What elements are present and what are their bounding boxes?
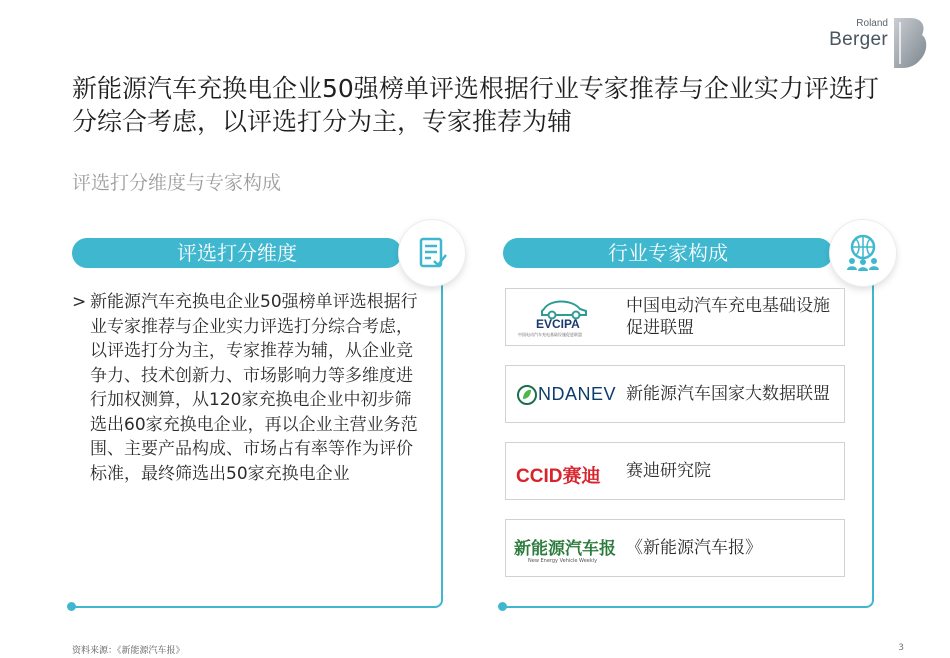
page-title: 新能源汽车充换电企业50强榜单评选根据行业专家推荐与企业实力评选打分综合考虑，以评选打分为主，专家推荐为辅 [72,74,879,136]
expert-card [505,288,845,346]
logo-b-mark-icon [892,18,928,68]
checklist-icon [399,220,465,286]
expert-card [505,442,845,500]
scoring-dimensions-header: 评选打分维度 [72,238,402,268]
expert-card [505,365,845,423]
people-network-icon [830,220,896,286]
nev-weekly-logo [514,526,614,572]
roland-berger-logo [818,18,928,68]
scoring-dimensions-panel [72,238,443,608]
ndanev-logo [514,372,617,418]
nev-weekly-logo-subtext: New Energy Vehicle Weekly [528,558,598,564]
nev-weekly-logo-text: 新能源汽车报 [514,539,616,559]
ccid-logo [514,449,614,495]
evcipa-logo-text: EVCIPA [536,317,580,331]
expert-card [505,519,845,577]
expert-composition-header: 行业专家构成 [503,238,833,268]
logo-berger-text: Berger [829,29,888,50]
evcipa-logo [514,295,614,341]
evcipa-logo-subtext: 中国电动汽车充电基础设施促进联盟 [518,332,582,337]
page-number: 3 [898,643,904,653]
ndanev-leaf-icon [516,384,538,406]
bullet-marker: > [72,292,87,312]
expert-name: 新能源汽车国家大数据联盟 [626,384,830,404]
expert-name: 赛迪研究院 [626,461,711,481]
page-subtitle: 评选打分维度与专家构成 [72,172,282,194]
scoring-bullet-text: 新能源汽车充换电企业50强榜单评选根据行业专家推荐与企业实力评选打分综合考虑，以评选打分为主，专家推荐为辅，从企业竞争力、技术创新力、市场影响力等多维度进行加权测算，从120家充换电企业中初步筛选出60家充换电企业，再以企业主营业务范围、主要产品构成、市场占有率等作为评价标准，最终筛选出50家充换电企业 [90,292,418,484]
source-note: 资料来源：《新能源汽车报》 [72,646,185,656]
expert-name: 《新能源汽车报》 [626,538,762,558]
scoring-bullet [72,290,422,486]
expert-name: 中国电动汽车充电基础设施促进联盟 [626,296,830,338]
expert-composition-panel [503,238,874,608]
ccid-logo-text: CCID赛迪 [516,466,601,487]
ndanev-logo-text: NDANEV [538,384,617,404]
logo-roland-text: Roland [856,18,888,29]
